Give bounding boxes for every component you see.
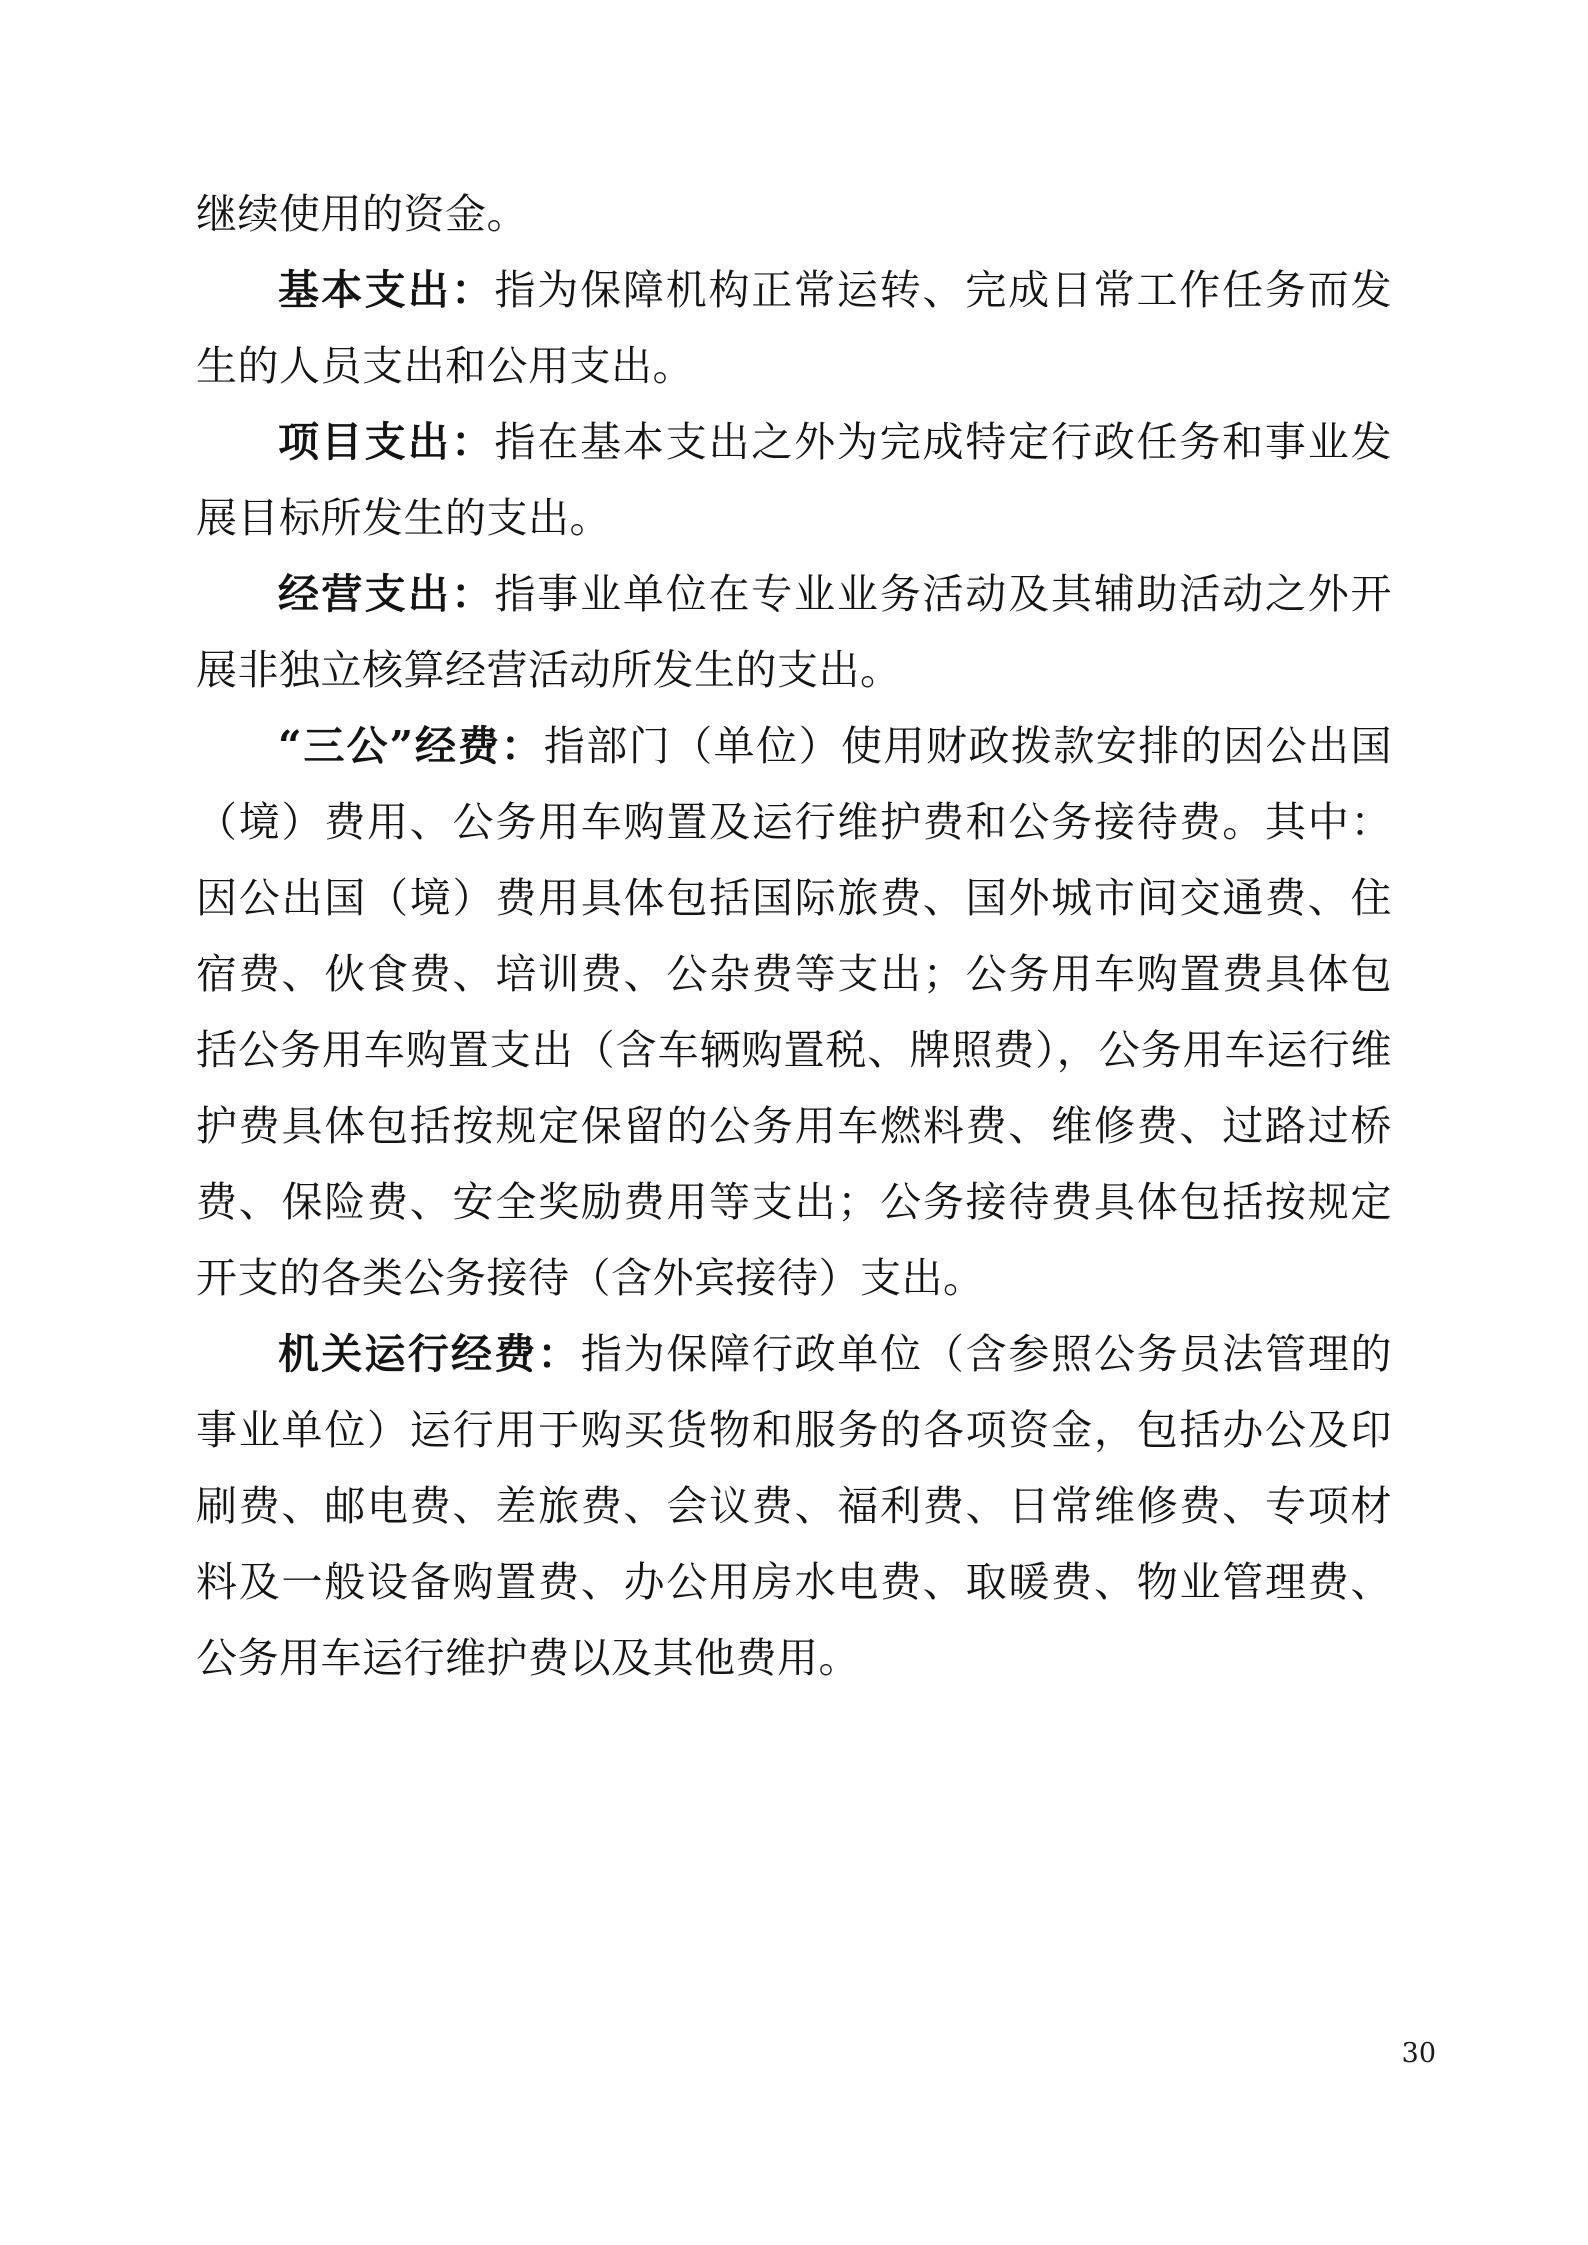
term-label-three-public-expenses: “三公”经费： [278,722,544,770]
paragraph-three-public-expenses [196,708,1392,1316]
term-label-basic-expenditure: 基本支出： [278,266,495,314]
page-number: 30 [1401,2038,1436,2069]
paragraph-basic-expenditure [196,252,1392,404]
paragraph-project-expenditure [196,404,1392,556]
page-body [196,176,1392,1696]
paragraph-text: 继续使用的资金。 [196,190,528,238]
paragraph-agency-operating-expenses [196,1316,1392,1696]
paragraph-text: 指在基本支出之外为完成特定行政任务和事业发展目标所发生的支出。 [196,418,1392,542]
paragraph-text: 指为保障行政单位（含参照公务员法管理的事业单位）运行用于购买货物和服务的各项资金，包括办公及印刷费、邮电费、差旅费、会议费、福利费、日常维修费、专项材料及一般设备购置费、办公用房水电费、取暖费、物业管理费、公务用车运行维护费以及其他费用。 [196,1330,1393,1682]
term-label-operating-expenditure: 经营支出： [278,570,495,618]
paragraph-text: 指为保障机构正常运转、完成日常工作任务而发生的人员支出和公用支出。 [196,266,1392,390]
paragraph-operating-expenditure [196,556,1392,708]
paragraph-text: 指事业单位在专业业务活动及其辅助活动之外开展非独立核算经营活动所发生的支出。 [196,570,1392,694]
term-label-agency-operating-expenses: 机关运行经费： [278,1330,581,1378]
paragraph-text: 指部门（单位）使用财政拨款安排的因公出国（境）费用、公务用车购置及运行维护费和公务接待费。其中：因公出国（境）费用具体包括国际旅费、国外城市间交通费、住宿费、伙食费、培训费、公杂费等支出；公务用车购置费具体包括公务用车购置支出（含车辆购置税、牌照费），公务用车运行维护费具体包括按规定保留的公务用车燃料费、维修费、过路过桥费、保险费、安全奖励费用等支出；公务接待费具体包括按规定开支的各类公务接待（含外宾接待）支出。 [196,722,1393,1302]
term-label-project-expenditure: 项目支出： [278,418,495,466]
paragraph-carryover-funds-continued [196,176,1392,252]
